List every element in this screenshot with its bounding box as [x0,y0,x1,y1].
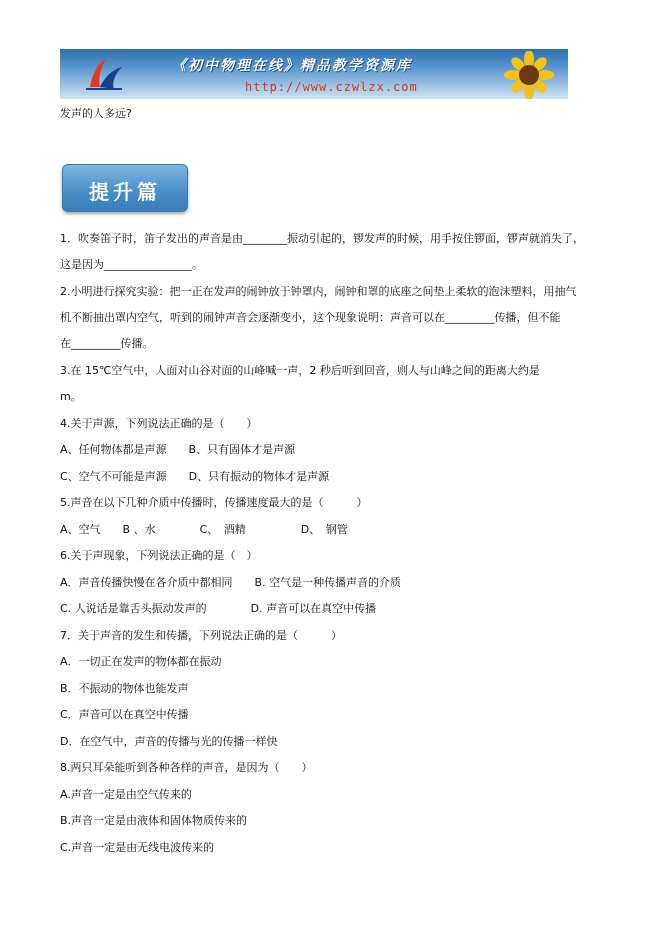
option-line: A．声音传播快慢在各介质中都相同 B. 空气是一种传播声音的介质 [60,576,402,589]
option-line: A．一切正在发声的物体都在振动 [60,655,222,668]
option-line: A、任何物体都是声源 B、只有固体才是声源 [60,443,296,456]
option-line: C．声音可以在真空中传播 [60,708,189,721]
option-line: B.声音一定是由液体和固体物质传来的 [60,814,248,827]
question-line: 2.小明进行探究实验：把一正在发声的闹钟放于钟罩内，闹钟和罩的底座之间垫上柔软的泡沫塑料，用抽气 [60,285,577,298]
option-line: B．不振动的物体也能发声 [60,682,189,695]
section-badge-label: 提升篇 [89,180,161,204]
question-line: 1．吹奏笛子时，笛子发出的声音是由________振动引起的，锣发声的时候，用手按住锣面，锣声就消失了， [60,232,584,245]
question-line: 这是因为________________。 [60,258,203,271]
header-banner [60,49,568,99]
banner-url: http://www.czwlzx.com [245,80,418,94]
site-logo-icon [84,57,124,91]
banner-title: 《初中物理在线》精品教学资源库 [172,58,412,74]
option-line: A、空气 B 、水 C、 酒精 D、 钢管 [60,523,348,536]
question-line: 4.关于声源，下列说法正确的是（ ） [60,417,258,430]
option-line: C.声音一定是由无线电波传来的 [60,841,215,854]
question-line: 7．关于声音的发生和传播，下列说法正确的是（ ） [60,629,342,642]
option-line: A.声音一定是由空气传来的 [60,788,192,801]
continuation-text: 发声的人多远? [60,107,132,120]
option-line: D．在空气中，声音的传播与光的传播一样快 [60,735,278,748]
question-line: 5.声音在以下几种介质中传播时，传播速度最大的是（ ） [60,496,368,509]
option-line: C. 人说话是靠舌头振动发声的 D. 声音可以在真空中传播 [60,602,377,615]
sunflower-icon [498,51,560,99]
question-line: 6.关于声现象，下列说法正确的是（ ） [60,549,258,562]
question-line: m。 [60,390,82,403]
question-line: 8.两只耳朵能听到各种各样的声音，是因为（ ） [60,761,313,774]
option-line: C、空气不可能是声源 D、只有振动的物体才是声源 [60,470,330,483]
question-line: 3.在 15℃空气中，人面对山谷对面的山峰喊一声，2 秒后听到回音，则人与山峰之间的距离大约是 [60,364,540,377]
question-line: 在_________传播。 [60,337,154,350]
section-badge [62,164,188,212]
question-line: 机不断抽出罩内空气，听到的闹钟声音会逐渐变小，这个现象说明：声音可以在_________传播，但不能 [60,311,561,324]
